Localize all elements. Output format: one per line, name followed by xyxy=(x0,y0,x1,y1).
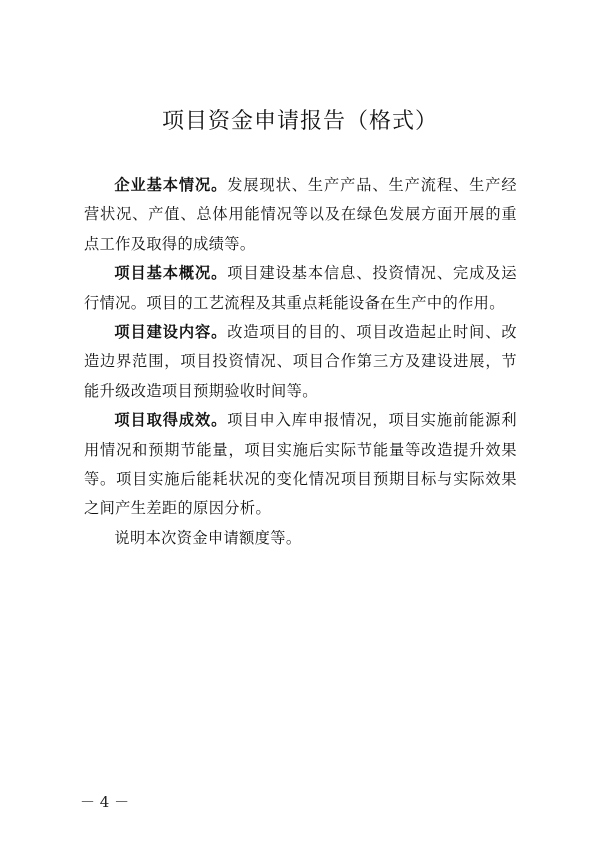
paragraph-heading: 企业基本情况。 xyxy=(114,176,228,194)
paragraph-text: 说明本次资金申请额度等。 xyxy=(114,528,302,547)
paragraph-funding-amount xyxy=(84,524,517,553)
paragraph-project-results xyxy=(84,406,517,524)
paragraph-text: 项目申入库申报情况，项目实施前能源利用情况和预期节能量，项目实施后实际节能量等改造提升效果等。项目实施后能耗状况的变化情况项目预期目标与实际效果之间产生差距的原因分析。 xyxy=(84,411,517,518)
paragraph-text: 项目建设基本信息、投资情况、完成及运行情况。项目的工艺流程及其重点耗能设备在生产中的作用。 xyxy=(84,264,517,312)
page-title: 项目资金申请报告（格式） xyxy=(161,109,438,134)
paragraph-heading: 项目取得成效。 xyxy=(114,411,228,430)
paragraph-heading: 项目建设内容。 xyxy=(114,323,228,342)
page-number: － 4 － xyxy=(80,793,130,811)
paragraph-construction-content xyxy=(84,318,517,406)
document-body xyxy=(84,171,517,553)
paragraph-text: 发展现状、生产产品、生产流程、生产经营状况、产值、总体用能情况等以及在绿色发展方面开展的重点工作及取得的成绩等。 xyxy=(84,176,517,253)
paragraph-project-overview xyxy=(84,259,517,318)
paragraph-enterprise-overview xyxy=(84,171,517,259)
paragraph-heading: 项目基本概况。 xyxy=(114,264,228,283)
paragraph-text: 改造项目的目的、项目改造起止时间、改造边界范围，项目投资情况、项目合作第三方及建设进展，节能升级改造项目预期验收时间等。 xyxy=(84,323,517,400)
